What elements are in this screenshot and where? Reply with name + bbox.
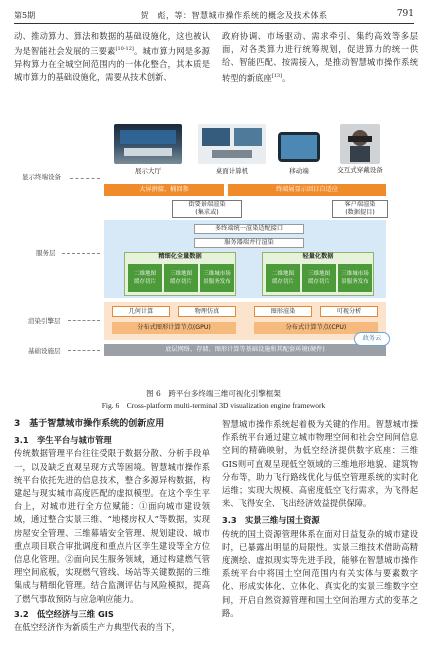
- client-render-box: 客户端渲染 (数据提目): [332, 200, 388, 218]
- running-title: 贺 彪，等：智慧城市操作系统的概念及技术体系: [140, 11, 328, 20]
- band-left: 大屏拼接、桶回参: [104, 184, 224, 196]
- gpu-node: 分布式图形计算节点(GPU): [112, 322, 236, 334]
- paragraph-3-2: 在低空经济作为新质生产力典型代表的当下，: [14, 622, 180, 633]
- page-number: 791: [396, 9, 414, 19]
- paragraph-3-3: 传统的国土资源管理体系在面对日益复杂的城市建设时，已暴露出明显的局限性。实景三维技术借助高精度测绘、虚拟现实等先进手段，能够在智慧城市操作系统平台中将国土空间范围内有关实体与要素数字化、形成实体化、立体化、真实化的实景三维数字空间，开启自然资源管理和国土空间治理方式的变革之路。: [222, 528, 418, 618]
- wearable-device-image: [340, 124, 380, 164]
- label-render-layer: 渲染引擎层: [28, 317, 61, 325]
- right-column: [222, 418, 418, 620]
- visual-analytics: 可视分析: [320, 306, 378, 317]
- device-label-mobile: 移动端: [289, 167, 309, 175]
- server-parallel-render: 服务器端并行渲染: [194, 238, 304, 248]
- adapter-interface: 多终端统一渲染适配接口: [194, 224, 304, 234]
- top-right-paragraph: 政府协调、市场驱动、需求牵引、集约高效等多层面，对各类算力进行统筹规划，促进算力的统一供给、智能匹配、按需接入，是推动智慧城市操作系统转型的新底座[13]。: [222, 31, 418, 83]
- page-header: [14, 10, 414, 24]
- device-label-wearable: 交互式穿戴设备: [337, 166, 383, 174]
- geometry-compute: 几何计算: [112, 306, 170, 317]
- section-title-3: 3 基于智慧城市操作系统的创新应用: [14, 419, 165, 429]
- top-left-paragraph: 动、推动算力、算法和数据的基础设施化，这也被认为是智能社会发展的三要素[10-12]。城市算力网是多源异构算力在全城空间范围内的一体化整合，其本质是城市算力的基础设施化，需要从技术创新、: [14, 31, 210, 83]
- figure-caption-cn: 图 6 跨平台多终端三维可视化引擎框架: [146, 389, 281, 398]
- tile-2d-right: 二维地图 缓存切片: [266, 264, 300, 292]
- infrastructure-bar: 底层网络、存储、图形计算等基础设施和其配套环境(硬件): [104, 344, 386, 356]
- device-label-hall: 展示大厅: [135, 167, 161, 175]
- paragraph-3-2-cont: 智慧城市操作系统起着极为关键的作用。智慧城市操作系统平台通过建立城市物理空间和社会空间间信息空间的精确映射，为低空经济提供数字底座：三维GIS则可直观呈现低空领域的三维地形地貌、建筑物分布等，助力飞行路线优化与低空管理系统的实时化运维；实现大规模、高密度低空飞行需求，为飞得起来、飞得安全、飞出经济效益提供保障。: [222, 419, 418, 509]
- tile-scene-right: 三维城市场 景服务发布: [338, 264, 372, 292]
- physics-simulation: 物理仿真: [178, 306, 236, 317]
- cpu-node: 分布式计算节点(CPU): [254, 322, 378, 334]
- tile-3d-right: 三维地图 缓存切片: [302, 264, 336, 292]
- graphics-render: 图形渲染: [254, 306, 312, 317]
- gov-cloud-badge: 政务云: [354, 332, 390, 346]
- band-right: 终端展显示回目自适应: [228, 184, 386, 196]
- light-data-title: 轻量化数据: [302, 253, 334, 260]
- subsection-title-3-2: 3.2 低空经济与三维 GIS: [14, 608, 114, 619]
- device-label-desktop: 桌面计算机: [215, 167, 249, 175]
- exhibition-hall-image: [114, 124, 182, 164]
- label-service-layer: 服务层: [36, 249, 56, 257]
- issue-number: 第5期: [14, 11, 36, 20]
- paragraph-3-1: 传统数据管理平台往往受限于数据分散、分析手段单一，以及缺乏直观呈现方式等困境。智慧城市操作系统平台依托先进的信息技术，整合多源异构数据，构建起与现实城市高度匹配的虚拟模型。在这个孪生平台上，对城市进行全方位赋能：①面向城市建设领域，通过整合实景三维、“地楼房权人”等数据，实现房屋安全管理、三维幕墙安全管理、规划建设、城市重点项目联合审批调度和重点片区孪生建设等全方位信息化管理。②面向民生服务领域，通过构建燃气管理空间底板，实现燃气管线、场站等关键数据的三维集成与精细化管理。结合监测评估与风险模拟，提高了燃气事故预防与应急响应能力。: [14, 448, 210, 604]
- full-data-title: 精细化全量数据: [158, 253, 202, 260]
- figure-caption-en: Fig. 6 Cross-platform multi-terminal 3D visualization engine framework: [101, 401, 326, 410]
- engine-framework-figure: [22, 120, 414, 378]
- desktop-computer-image: [198, 124, 266, 164]
- left-column: [14, 418, 210, 634]
- label-base-layer: 基础设施层: [28, 347, 61, 355]
- subsection-title-3-3: 3.3 实景三维与国土资源: [222, 515, 320, 526]
- server-render-box: 街要景端渲染 (集求或): [172, 200, 242, 218]
- tile-3d-left: 三维地图 缓存切片: [164, 264, 198, 292]
- tile-2d-left: 二维地图 缓存切片: [128, 264, 162, 292]
- subsection-title-3-1: 3.1 孪生平台与城市管理: [14, 435, 112, 446]
- label-display-layer: 显示终端设备: [22, 173, 61, 181]
- mobile-device-image: [278, 132, 320, 162]
- tile-scene-left: 三维城市场 景服务发布: [200, 264, 234, 292]
